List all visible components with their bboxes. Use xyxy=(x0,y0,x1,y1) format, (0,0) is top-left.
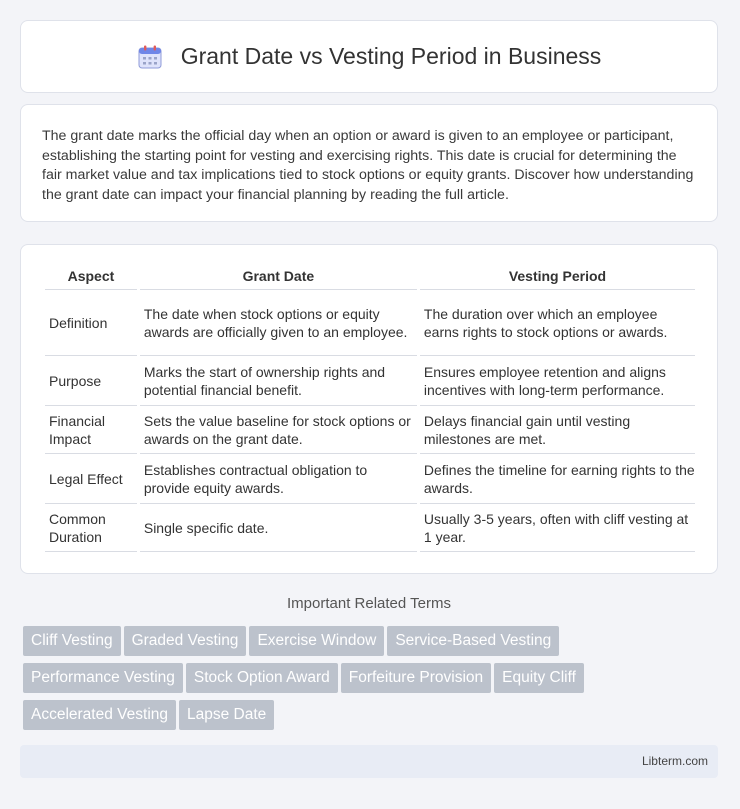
tag-forfeiture-provision[interactable]: Forfeiture Provision xyxy=(341,663,491,693)
cell-vesting-period: Delays financial gain until vesting milestones are met. xyxy=(420,406,695,454)
cell-grant-date: Marks the start of ownership rights and potential financial benefit. xyxy=(140,356,417,406)
table-header-row xyxy=(45,266,695,290)
cell-vesting-period: Defines the timeline for earning rights to the awards. xyxy=(420,454,695,504)
comparison-card xyxy=(20,244,718,574)
table-row xyxy=(45,454,695,504)
table-row xyxy=(45,504,695,552)
header-aspect: Aspect xyxy=(45,266,137,290)
footer-brand-link[interactable]: Libterm.com xyxy=(641,754,708,768)
tag-stock-option-award[interactable]: Stock Option Award xyxy=(186,663,338,693)
cell-grant-date: Sets the value baseline for stock options or awards on the grant date. xyxy=(140,406,417,454)
cell-aspect: Legal Effect xyxy=(45,454,137,504)
cell-aspect: Financial Impact xyxy=(45,406,137,454)
cell-aspect: Definition xyxy=(45,290,137,356)
related-terms-tags xyxy=(23,626,723,737)
header-grant-date: Grant Date xyxy=(140,266,417,290)
tag-cliff-vesting[interactable]: Cliff Vesting xyxy=(23,626,121,656)
tag-accelerated-vesting[interactable]: Accelerated Vesting xyxy=(23,700,176,730)
cell-aspect: Common Duration xyxy=(45,504,137,552)
header-vesting-period: Vesting Period xyxy=(420,266,695,290)
comparison-table xyxy=(42,266,698,552)
intro-text: The grant date marks the official day when an option or award is given to an employee or participant, establishing the starting point for vesting and exercising rights. This date is crucial for determining the fair market value and tax implications tied to stock options or equity grants. Discover how understanding the grant date can impact your financial planning by reading the full article. xyxy=(42,128,694,203)
table-row xyxy=(45,356,695,406)
tag-performance-vesting[interactable]: Performance Vesting xyxy=(23,663,183,693)
table-row xyxy=(45,290,695,356)
page-title: Grant Date vs Vesting Period in Business xyxy=(180,43,602,69)
cell-aspect: Purpose xyxy=(45,356,137,406)
table-row xyxy=(45,406,695,454)
tag-lapse-date[interactable]: Lapse Date xyxy=(179,700,274,730)
intro-card xyxy=(20,104,718,222)
footer xyxy=(20,745,718,778)
title-card xyxy=(20,20,718,93)
tag-equity-cliff[interactable]: Equity Cliff xyxy=(494,663,584,693)
cell-grant-date: Establishes contractual obligation to provide equity awards. xyxy=(140,454,417,504)
cell-grant-date: Single specific date. xyxy=(140,504,417,552)
tag-graded-vesting[interactable]: Graded Vesting xyxy=(124,626,247,656)
calendar-icon xyxy=(137,44,163,70)
tag-service-based-vesting[interactable]: Service-Based Vesting xyxy=(387,626,559,656)
cell-vesting-period: Usually 3-5 years, often with cliff vesting at 1 year. xyxy=(420,504,695,552)
cell-vesting-period: Ensures employee retention and aligns incentives with long-term performance. xyxy=(420,356,695,406)
related-terms-heading: Important Related Terms xyxy=(287,595,451,612)
cell-grant-date: The date when stock options or equity awards are officially given to an employee. xyxy=(140,290,417,356)
cell-vesting-period: The duration over which an employee earns rights to stock options or awards. xyxy=(420,290,695,356)
tag-exercise-window[interactable]: Exercise Window xyxy=(249,626,384,656)
